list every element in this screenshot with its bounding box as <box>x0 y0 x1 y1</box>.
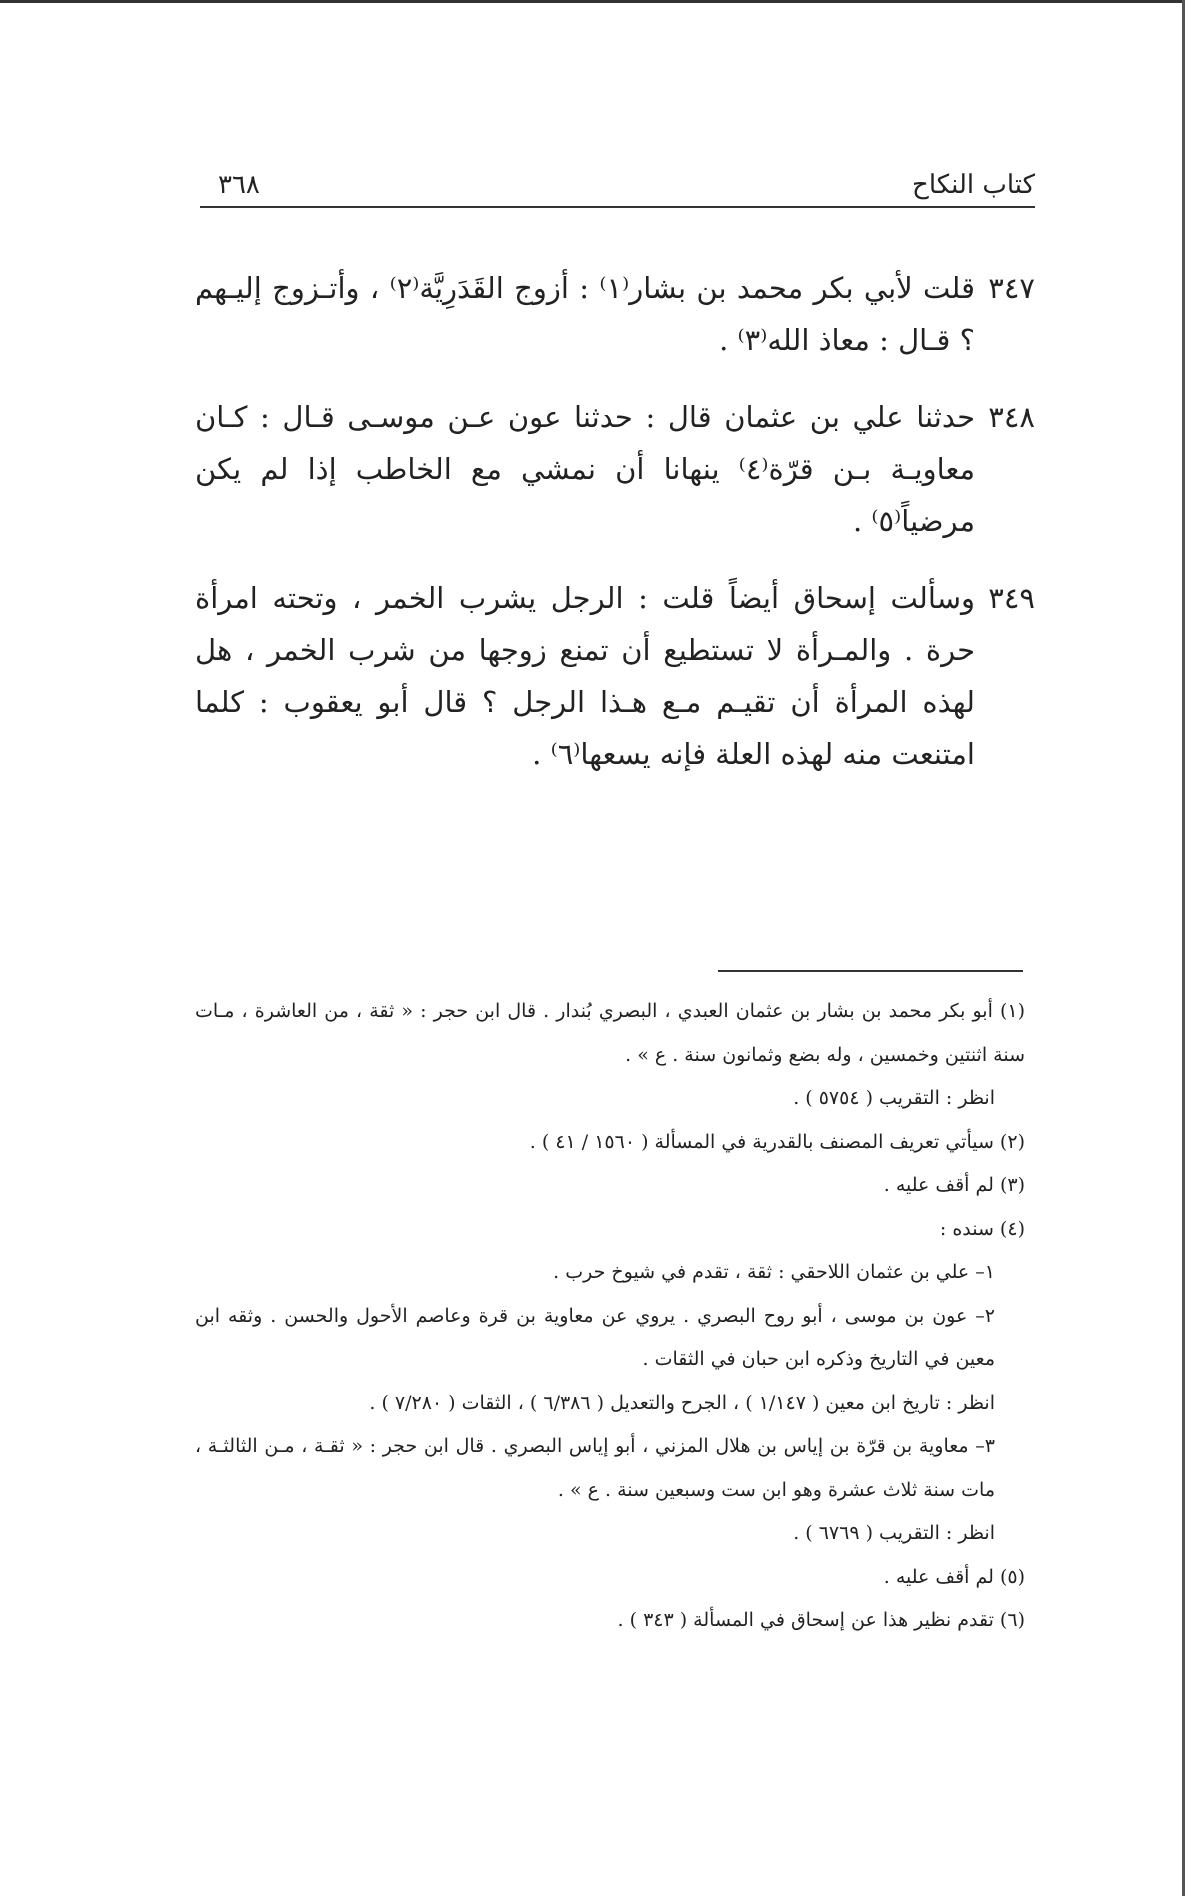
entry-347 <box>195 262 1035 366</box>
page-number: ٣٦٨ <box>218 170 260 200</box>
scan-top-border <box>0 0 1185 3</box>
footnote-2: (٢) سيأتي تعريف المصنف بالقدرية في المسألة ( ١٥٦٠ / ٤١ ) . <box>529 1130 1025 1153</box>
entry-text: وسألت إسحاق أيضاً قلت : الرجل يشرب الخمر ، وتحته امرأة حرة . والمـرأة لا تستطيع أن تمنع زوجها من شرب الخمر ، هل لهذه المرأة أن تقيـم مـع هـذا الرجل ؟ قال أبو يعقوب : كلما امتنعت منه لهذه العلة فإنه يسعها⁽٦⁾ . <box>195 581 975 771</box>
footnote-5: (٥) لم أقف عليه . <box>883 1565 1025 1588</box>
footnote-4-narrator-1: ١– علي بن عثمان اللاحقي : ثقة ، تقدم في شيوخ حرب . <box>553 1261 995 1283</box>
footnote-4-narrator-2: ٢– عون بن موسى ، أبو روح البصري . يروي عن معاوية بن قرة وعاصم الأحول والحسن . وثقه ابن معين في التاريخ وذكره ابن حبان في الثقات . <box>195 1304 995 1370</box>
footnote-3: (٣) لم أقف عليه . <box>883 1174 1025 1196</box>
entry-text: حدثنا علي بن عثمان قال : حدثنا عون عـن موسـى قـال : كـان معاويـة بـن قرّة⁽٤⁾ ينهانا أن نمشي مع الخاطب إذا لم يكن مرضياً⁽٥⁾ . <box>195 400 975 538</box>
footnote-4-narrator-2-reference: انظر : تاريخ ابن معين ( ١/١٤٧ ) ، الجرح والتعديل ( ٦/٣٨٦ ) ، الثقات ( ٧/٢٨٠ ) . <box>369 1391 995 1414</box>
entry-number: ٣٤٧ <box>988 271 1035 305</box>
footnote-1: (١) أبو بكر محمد بن بشار بن عثمان العبدي ، البصري بُندار . قال ابن حجر : « ثقة ، من العاشرة ، مـات سنة اثنتين وخمسين ، وله بضع وثمانون سنة . ع » . <box>195 1000 1025 1066</box>
footnote-separator <box>718 970 1023 972</box>
entry-349 <box>195 572 1035 780</box>
footnote-1-reference: انظر : التقريب ( ٥٧٥٤ ) . <box>793 1087 995 1109</box>
entry-number: ٣٤٩ <box>988 581 1035 615</box>
book-title: كتاب النكاح <box>912 170 1035 200</box>
footnote-4-narrator-3: ٣– معاوية بن قرّة بن إياس بن هلال المزني ، أبو إياس البصري . قال ابن حجر : « ثقـة ، مـن الثالثـة ، مات سنة ثلاث عشرة وهو ابن ست وسبعين سنة . ع » . <box>195 1435 995 1501</box>
entry-text: قلت لأبي بكر محمد بن بشار⁽١⁾ : أزوج القَدَرِيَّة⁽٢⁾ ، وأتـزوج إليـهم ؟ قـال : معاذ الله⁽٣⁾ . <box>195 271 975 357</box>
main-text <box>195 262 1035 805</box>
page-header <box>200 170 1035 208</box>
footnotes <box>195 990 1025 1643</box>
footnote-4: (٤) سنده : <box>939 1217 1025 1240</box>
footnote-4-narrator-3-reference: انظر : التقريب ( ٦٧٦٩ ) . <box>793 1522 995 1544</box>
entry-number: ٣٤٨ <box>988 400 1035 434</box>
footnote-6: (٦) تقدم نظير هذا عن إسحاق في المسألة ( ٣٤٣ ) . <box>617 1609 1025 1631</box>
entry-348 <box>195 391 1035 547</box>
